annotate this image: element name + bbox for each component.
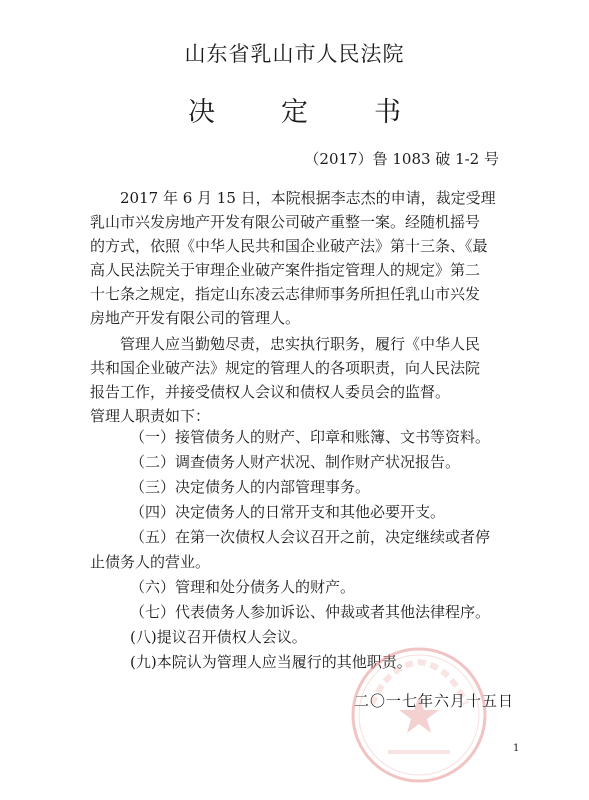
court-seal-icon — [348, 644, 490, 786]
duty-item: （三）决定债务人的内部管理事务。 — [130, 478, 371, 496]
text-line: 止债务人的营业。 — [90, 553, 211, 571]
duty-item — [90, 525, 515, 575]
duty-item: （七）代表债务人参加诉讼、仲裁或者其他法律程序。 — [130, 603, 491, 621]
text-line: （五）在第一次债权人会议召开之前，决定继续或者停 — [130, 528, 491, 546]
issue-date: 二〇一七年六月十五日 — [353, 692, 514, 710]
title-char: 决 — [188, 97, 215, 128]
duty-item: （六）管理和处分债务人的财产。 — [130, 578, 356, 596]
duty-item: （四）决定债务人的日常开支和其他必要开支。 — [130, 503, 446, 521]
text-line: 房地产开发有限公司的管理人。 — [90, 309, 301, 327]
duty-item: （二）调查债务人财产状况、制作财产状况报告。 — [130, 453, 461, 471]
text-line: 乳山市兴发房地产开发有限公司破产重整一案。经随机摇号 — [90, 213, 481, 231]
paragraph-appointment — [90, 186, 515, 330]
text-line: 的方式，依照《中华人民共和国企业破产法》第十三条、《最 — [90, 237, 488, 255]
court-name: 山东省乳山市人民法院 — [184, 42, 405, 66]
duty-item: (八)提议召开债权人会议。 — [130, 628, 307, 646]
text-line: 十七条之规定，指定山东凌云志律师事务所担任乳山市兴发 — [90, 285, 481, 303]
document-title — [0, 90, 589, 129]
text-line: 2017 年 6 月 15 日，本院根据李志杰的申请，裁定受理 — [120, 189, 496, 207]
duty-item: （一）接管债务人的财产、印章和账簿、文书等资料。 — [130, 428, 491, 446]
text-line: 高人民法院关于审理企业破产案件指定管理人的规定》第二 — [90, 261, 481, 279]
text-line: 共和国企业破产法》规定的管理人的各项职责，向人民法院 — [90, 359, 481, 377]
duty-item: (九)本院认为管理人应当履行的其他职责。 — [130, 653, 412, 671]
text-line: 报告工作，并接受债权人会议和债权人委员会的监督。 — [90, 383, 451, 401]
title-char: 定 — [281, 97, 308, 128]
title-char: 书 — [374, 97, 401, 128]
text-line: 管理人应当勤勉尽责，忠实执行职务，履行《中华人民 — [120, 335, 481, 353]
paragraph-duty-statement — [90, 332, 515, 428]
duties-list — [90, 425, 515, 675]
case-number: （2017）鲁 1083 破 1-2 号 — [304, 150, 499, 168]
page-number: 1 — [513, 743, 520, 754]
duties-heading: 管理人职责如下： — [90, 407, 211, 425]
